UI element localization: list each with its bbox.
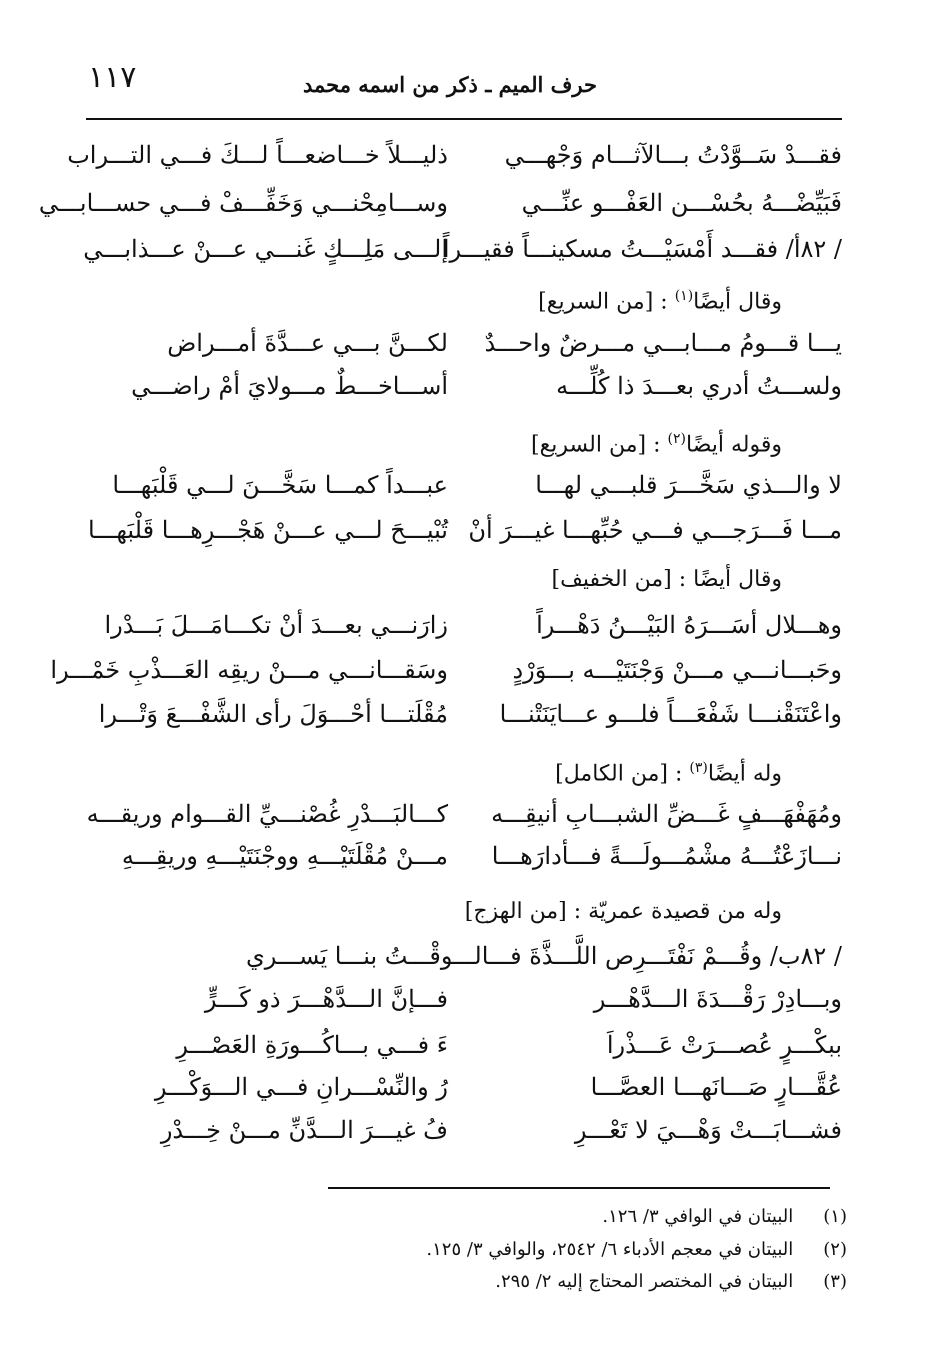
verse-right-hemistich: مـــا فَـــرَجـــي فـــي حُبِّهـــا غيـــرَ أنْ — [468, 516, 842, 544]
intro-text: وقال أيضًا — [693, 289, 782, 315]
verse-left-hemistich: عبـــداً كمـــا سَخَّـــنَ لـــي قَلْبَهـــا — [112, 471, 448, 499]
poem-intro — [182, 419, 782, 459]
intro-text: وقال أيضًا — [693, 567, 782, 592]
poem-intro — [182, 892, 782, 932]
footnote-ref: (٢) — [667, 431, 686, 447]
verse-left-hemistich: فُ غيـــرَ الـــدَّنِّ مـــنْ خِـــدْرِ — [160, 1116, 448, 1144]
footnote-number: (٣) — [823, 1271, 847, 1292]
verse-left-hemistich: تُبْيـــحَ لـــي عـــنْ هَجْـــرِهـــا قَلْبَهـــا — [87, 516, 448, 544]
verse-left-hemistich: أســـاخـــطٌ مـــولايَ أمْ راضـــي — [131, 372, 448, 400]
verse-right-hemistich: واعْتَنَقْنـــا شَفْعَـــاً فلـــو عـــايَنَتْنـــا — [499, 700, 842, 728]
intro-text: وله من قصيدة عمريّة — [588, 899, 782, 924]
footnote-rule — [328, 1187, 830, 1189]
page-number: ١١٧ — [88, 60, 137, 95]
verse-left-hemistich: ءَ فـــي بـــاكُـــورَةِ العَصْـــرِ — [176, 1031, 448, 1059]
verse-left-hemistich: مُقْلَتـــا أحْـــوَلَ رأى الشَّفْـــعَ وَتْـــرا — [98, 700, 448, 728]
verse-left-hemistich: رُ والنِّسْـــرانِ فـــي الـــوَكْـــرِ — [154, 1073, 448, 1101]
verse-right-hemistich: فَبَيِّضْـــهُ بحُسْـــن العَفْـــو عنِّـــي — [521, 189, 842, 217]
verse-right-hemistich: وحَبـــانـــي مـــنْ وَجْنَتَيْـــه بـــوَرْدٍ — [512, 656, 842, 684]
footnote-ref: (١) — [674, 288, 694, 304]
verse-right-hemistich: يـــا قـــومُ مـــابـــي مـــرضٌ واحـــدٌ — [484, 329, 842, 357]
meter-label: : [من الهزج] — [464, 899, 582, 924]
meter-label: : [من الخفيف] — [551, 567, 687, 592]
verse-right-hemistich: ولســـتُ أدري بعـــدَ ذا كُلِّـــه — [556, 372, 842, 400]
verse-right-hemistich: نـــازَعْتُـــهُ مشْمُـــولَـــةً فـــأدارَهـــا — [491, 842, 842, 870]
footnote — [247, 1203, 847, 1231]
verse-full-line: / ٨٢ب/ وقُـــمْ نَفْتَـــرِص اللَّـــذَّةَ فـــالـــوقْـــتُ بنـــا يَســـري — [245, 942, 842, 970]
footnote-number: (١) — [823, 1206, 847, 1227]
footnote — [247, 1268, 847, 1296]
poem-intro — [182, 748, 782, 788]
intro-text: وله أيضًا — [707, 761, 782, 787]
footnote-text: البيتان في المختصر المحتاج إليه ٢/ ٢٩٥. — [495, 1271, 794, 1292]
verse-right-hemistich: وهـــلال أسَـــرَهُ البَيْـــنُ دَهْـــراً — [536, 611, 842, 639]
meter-label: : [من الكامل] — [555, 761, 683, 787]
verse-left-hemistich: إلـــى مَلِـــكٍ غَنـــي عـــنْ عـــذابـــي — [83, 235, 448, 263]
poem-intro — [182, 276, 782, 316]
poem-intro — [182, 560, 782, 600]
verse-left-hemistich: لكـــنَّ بـــي عـــدَّةَ أمـــراض — [167, 329, 448, 357]
verse-right-hemistich: / ٨٢أ/ فقـــد أَمْسَيْـــتُ مسكينـــاً فقيـــراً — [442, 235, 842, 263]
verse-right-hemistich: فقـــدْ سَــوَّدْتُ بـــالآثـــام وَجْهـــي — [504, 141, 842, 169]
verse-left-hemistich: زارَنـــي بعـــدَ أنْ تكـــامَـــلَ بَـــدْرا — [104, 611, 448, 639]
verse-left-hemistich: فـــإنَّ الـــدَّهْـــرَ ذو كَـــرٍّ — [204, 985, 448, 1013]
verse-left-hemistich: وســـامِحْنـــي وَخَفِّـــفْ فـــي حســـابـــي — [38, 189, 448, 217]
verse-right-hemistich: ومُهَفْهَـــفٍ غَـــضِّ الشبـــابِ أنيقِـــه — [491, 800, 842, 828]
verse-right-hemistich: عُقَّـــارٍ صَـــانَهـــا العصَّـــا — [590, 1073, 842, 1101]
meter-label: : [من السريع] — [531, 432, 661, 458]
verse-right-hemistich: وبـــادِرْ رَقْـــدَةَ الـــدَّهْـــر — [593, 985, 842, 1013]
verse-left-hemistich: مـــنْ مُقْلَتَيْـــهِ ووجْنَتَيْـــهِ وريقِـــهِ — [121, 842, 448, 870]
verse-left-hemistich: ذليـــلاً خـــاضعـــاً لـــكَ فـــي التـــراب — [67, 141, 448, 169]
verse-right-hemistich: لا والـــذي سَخَّـــرَ قلبـــي لهـــا — [535, 471, 842, 499]
footnote-ref: (٣) — [689, 760, 708, 776]
running-title: حرف الميم ـ ذكر من اسمه محمد — [302, 72, 597, 97]
meter-label: : [من السريع] — [538, 289, 668, 315]
footnote-text: البيتان في معجم الأدباء ٦/ ٢٥٤٢، والوافي ٣/ ١٢٥. — [426, 1239, 794, 1260]
verse-right-hemistich: ببكْـــرٍ عُصـــرَتْ عَـــذْراَ — [606, 1031, 842, 1059]
footnote-number: (٢) — [823, 1239, 847, 1260]
intro-text: وقوله أيضًا — [685, 432, 782, 458]
header-rule — [86, 118, 842, 120]
verse-left-hemistich: كـــالبَـــدْرِ غُصْنـــيِّ القـــوام وريقـــه — [86, 800, 448, 828]
verse-right-hemistich: فشـــابَـــتْ وَهْـــيَ لا تَعْـــرِ — [574, 1116, 842, 1144]
footnote-text: البيتان في الوافي ٣/ ١٢٦. — [602, 1206, 794, 1227]
footnote — [247, 1236, 847, 1264]
verse-left-hemistich: وسَقـــانـــي مـــنْ ريقِه العَـــذْبِ خَمْـــرا — [50, 656, 448, 684]
